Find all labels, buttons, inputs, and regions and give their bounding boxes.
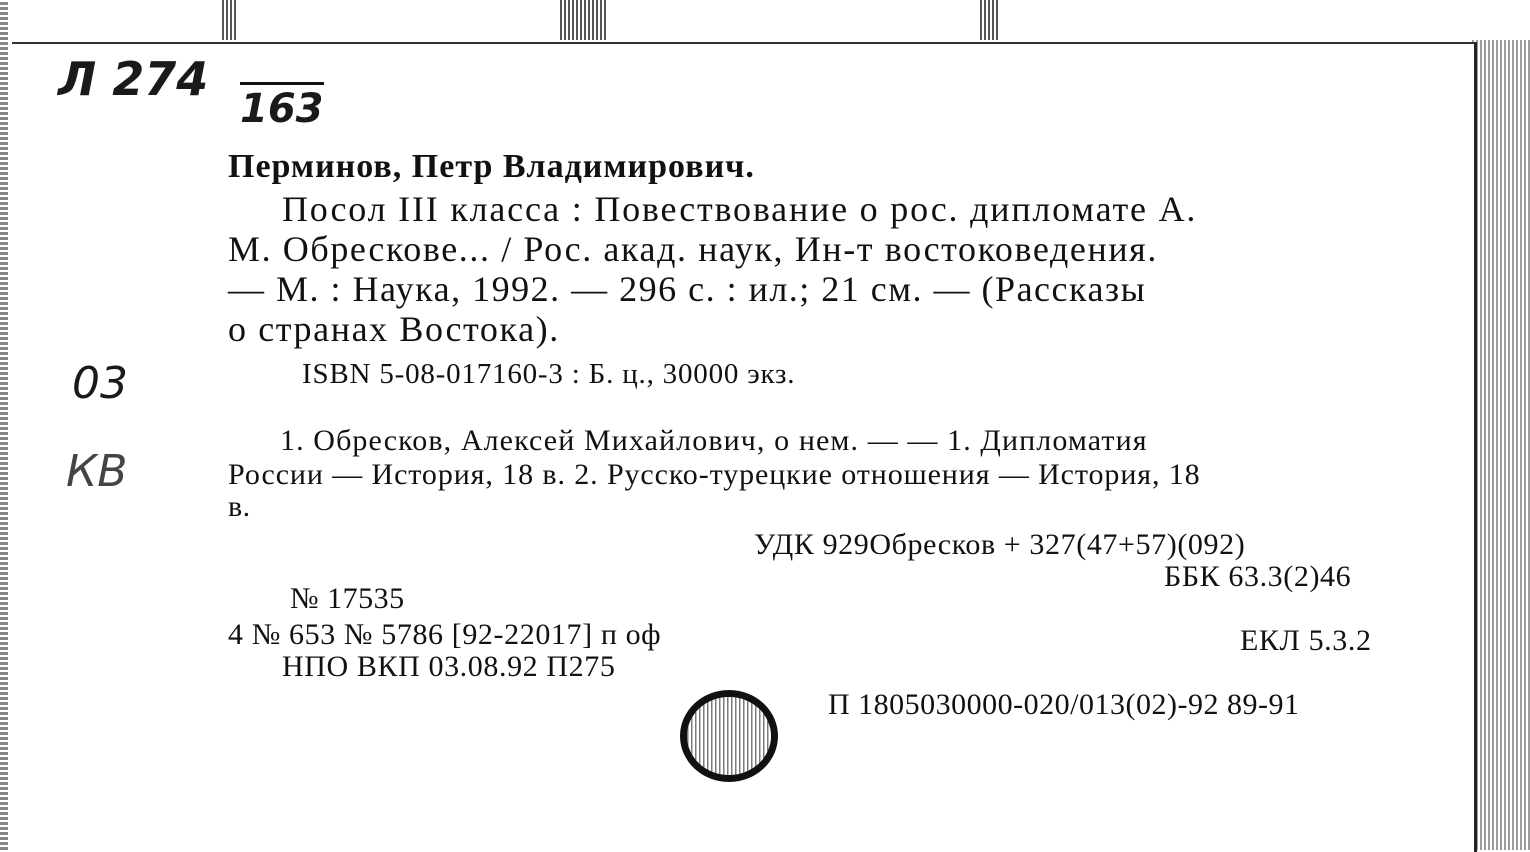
bbk-code: ББК 63.3(2)46 [1164,560,1352,593]
scan-tick-marks [560,0,608,40]
title-line: М. Обрескове... / Рос. акад. наук, Ин-т востоковедения. [228,229,1158,269]
scan-tick-marks [980,0,1000,40]
ekl-code: ЕКЛ 5.3.2 [1240,624,1372,657]
index-code: П 1805030000-020/013(02)-92 89-91 [828,688,1300,721]
subject-line: России — История, 18 в. 2. Русско-турецкие отношения — История, 18 [228,458,1201,491]
handwritten-mark: 03 [72,358,128,409]
card-number: № 17535 [290,582,405,615]
handwritten-call-number: Л 274 [58,52,209,106]
author-heading: Перминов, Петр Владимирович. [228,148,755,185]
title-line: о странах Востока). [228,309,560,349]
subject-line: 1. Обресков, Алексей Михайлович, о нем. — — 1. Дипломатия [280,424,1148,457]
title-line: — М. : Наука, 1992. — 296 с. : ил.; 21 см. — (Рассказы [228,269,1147,309]
scan-right-edge [1472,40,1530,850]
scan-left-edge [0,0,8,850]
subject-line: в. [228,490,251,523]
circular-stamp [680,690,778,782]
title-line: Посол III класса : Повествование о рос. дипломате А. [282,189,1198,229]
udk-code: УДК 929Обресков + 327(47+57)(092) [754,528,1246,561]
handwritten-mark: КВ [66,446,128,497]
isbn-line: ISBN 5-08-017160-3 : Б. ц., 30000 экз. [302,358,796,390]
handwritten-sub-number: 163 [240,82,324,131]
scan-tick-marks [222,0,236,40]
order-line: 4 № 653 № 5786 [92-22017] п оф [228,618,662,651]
npo-line: НПО ВКП 03.08.92 П275 [282,650,616,683]
